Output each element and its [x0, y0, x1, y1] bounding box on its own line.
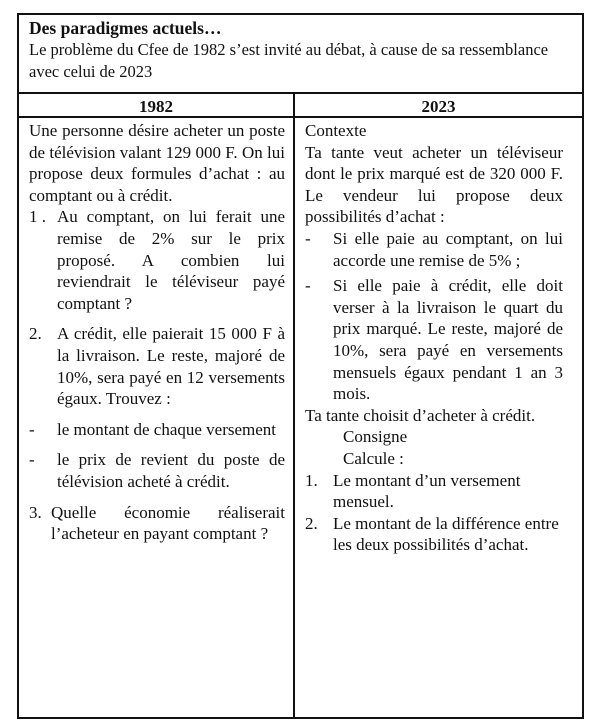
comparison-table [17, 13, 584, 719]
task-2-2023 [305, 513, 563, 556]
question-3-1982 [29, 502, 285, 545]
problem-intro-1982: Une personne désire acheter un poste de télévision valant 129 000 F. On lui propose deux formules d’achat : au comptant ou à crédit. [29, 121, 285, 205]
page-title: Des paradigmes actuels… [29, 18, 222, 38]
bullet-2-1982 [29, 449, 285, 492]
task-1-2023 [305, 470, 563, 513]
header-subtitle: Le problème du Cfee de 1982 s’est invité au débat, à cause de sa ressemblance avec celui de 2023 [29, 40, 549, 81]
bullet-text: le montant de chaque versement [57, 419, 277, 439]
question-marker: 3. [29, 502, 42, 522]
column-divider [293, 94, 295, 717]
task-text: Le montant de la différence entre les deux possibilités d’achat. [333, 513, 559, 555]
bullet-marker: - [305, 276, 311, 296]
bullet-2-2023 [305, 275, 563, 405]
question-text: Quelle économie réaliserait l’acheteur en payant comptant ? [51, 502, 285, 544]
question-marker: 1 . [29, 207, 46, 227]
bullet-text: Si elle paie à crédit, elle doit verser à la livraison le quart du prix marqué. Le reste, majoré de 10%, sera payé en versements mensuels égaux pendant 1 an 3 mois. [333, 276, 563, 404]
bullet-1-2023 [305, 228, 563, 271]
column-1982-content [29, 120, 285, 545]
column-heading-2023: 2023 [421, 97, 456, 116]
column-heading-1982: 1982 [139, 97, 173, 116]
choice-text: Ta tante choisit d’acheter à crédit. [305, 405, 536, 425]
context-text: Ta tante veut acheter un téléviseur dont le prix marqué est de 320 000 F. Le vendeur lui propose deux possibilités d’achat : [305, 142, 563, 227]
calcule-label: Calcule : [343, 448, 404, 468]
consigne-label: Consigne [343, 427, 408, 447]
task-marker: 1. [305, 470, 318, 490]
header-divider [19, 92, 582, 94]
bullet-marker: - [29, 419, 35, 439]
table-header [19, 15, 582, 94]
bullet-marker: - [29, 450, 35, 470]
bullet-marker: - [305, 228, 311, 248]
question-2-1982 [29, 323, 285, 409]
column-2023-content [305, 120, 563, 556]
context-label: Contexte [305, 121, 367, 140]
question-text: Au comptant, on lui ferait une remise de 2% sur le prix proposé. A combien lui reviendrait le téléviseur payé comptant ? [57, 207, 285, 313]
bullet-text: le prix de revient du poste de télévision acheté à crédit. [57, 450, 285, 491]
question-text: A crédit, elle paierait 15 000 F à la livraison. Le reste, majoré de 10%, sera payé en 12 versements égaux. Trouvez : [57, 324, 285, 409]
question-1-1982 [29, 206, 285, 314]
task-marker: 2. [305, 513, 318, 533]
task-text: Le montant d’un versement mensuel. [333, 470, 521, 512]
question-marker: 2. [29, 324, 42, 344]
bullet-text: Si elle paie au comptant, on lui accorde une remise de 5% ; [333, 228, 563, 270]
bullet-1-1982 [29, 419, 285, 441]
